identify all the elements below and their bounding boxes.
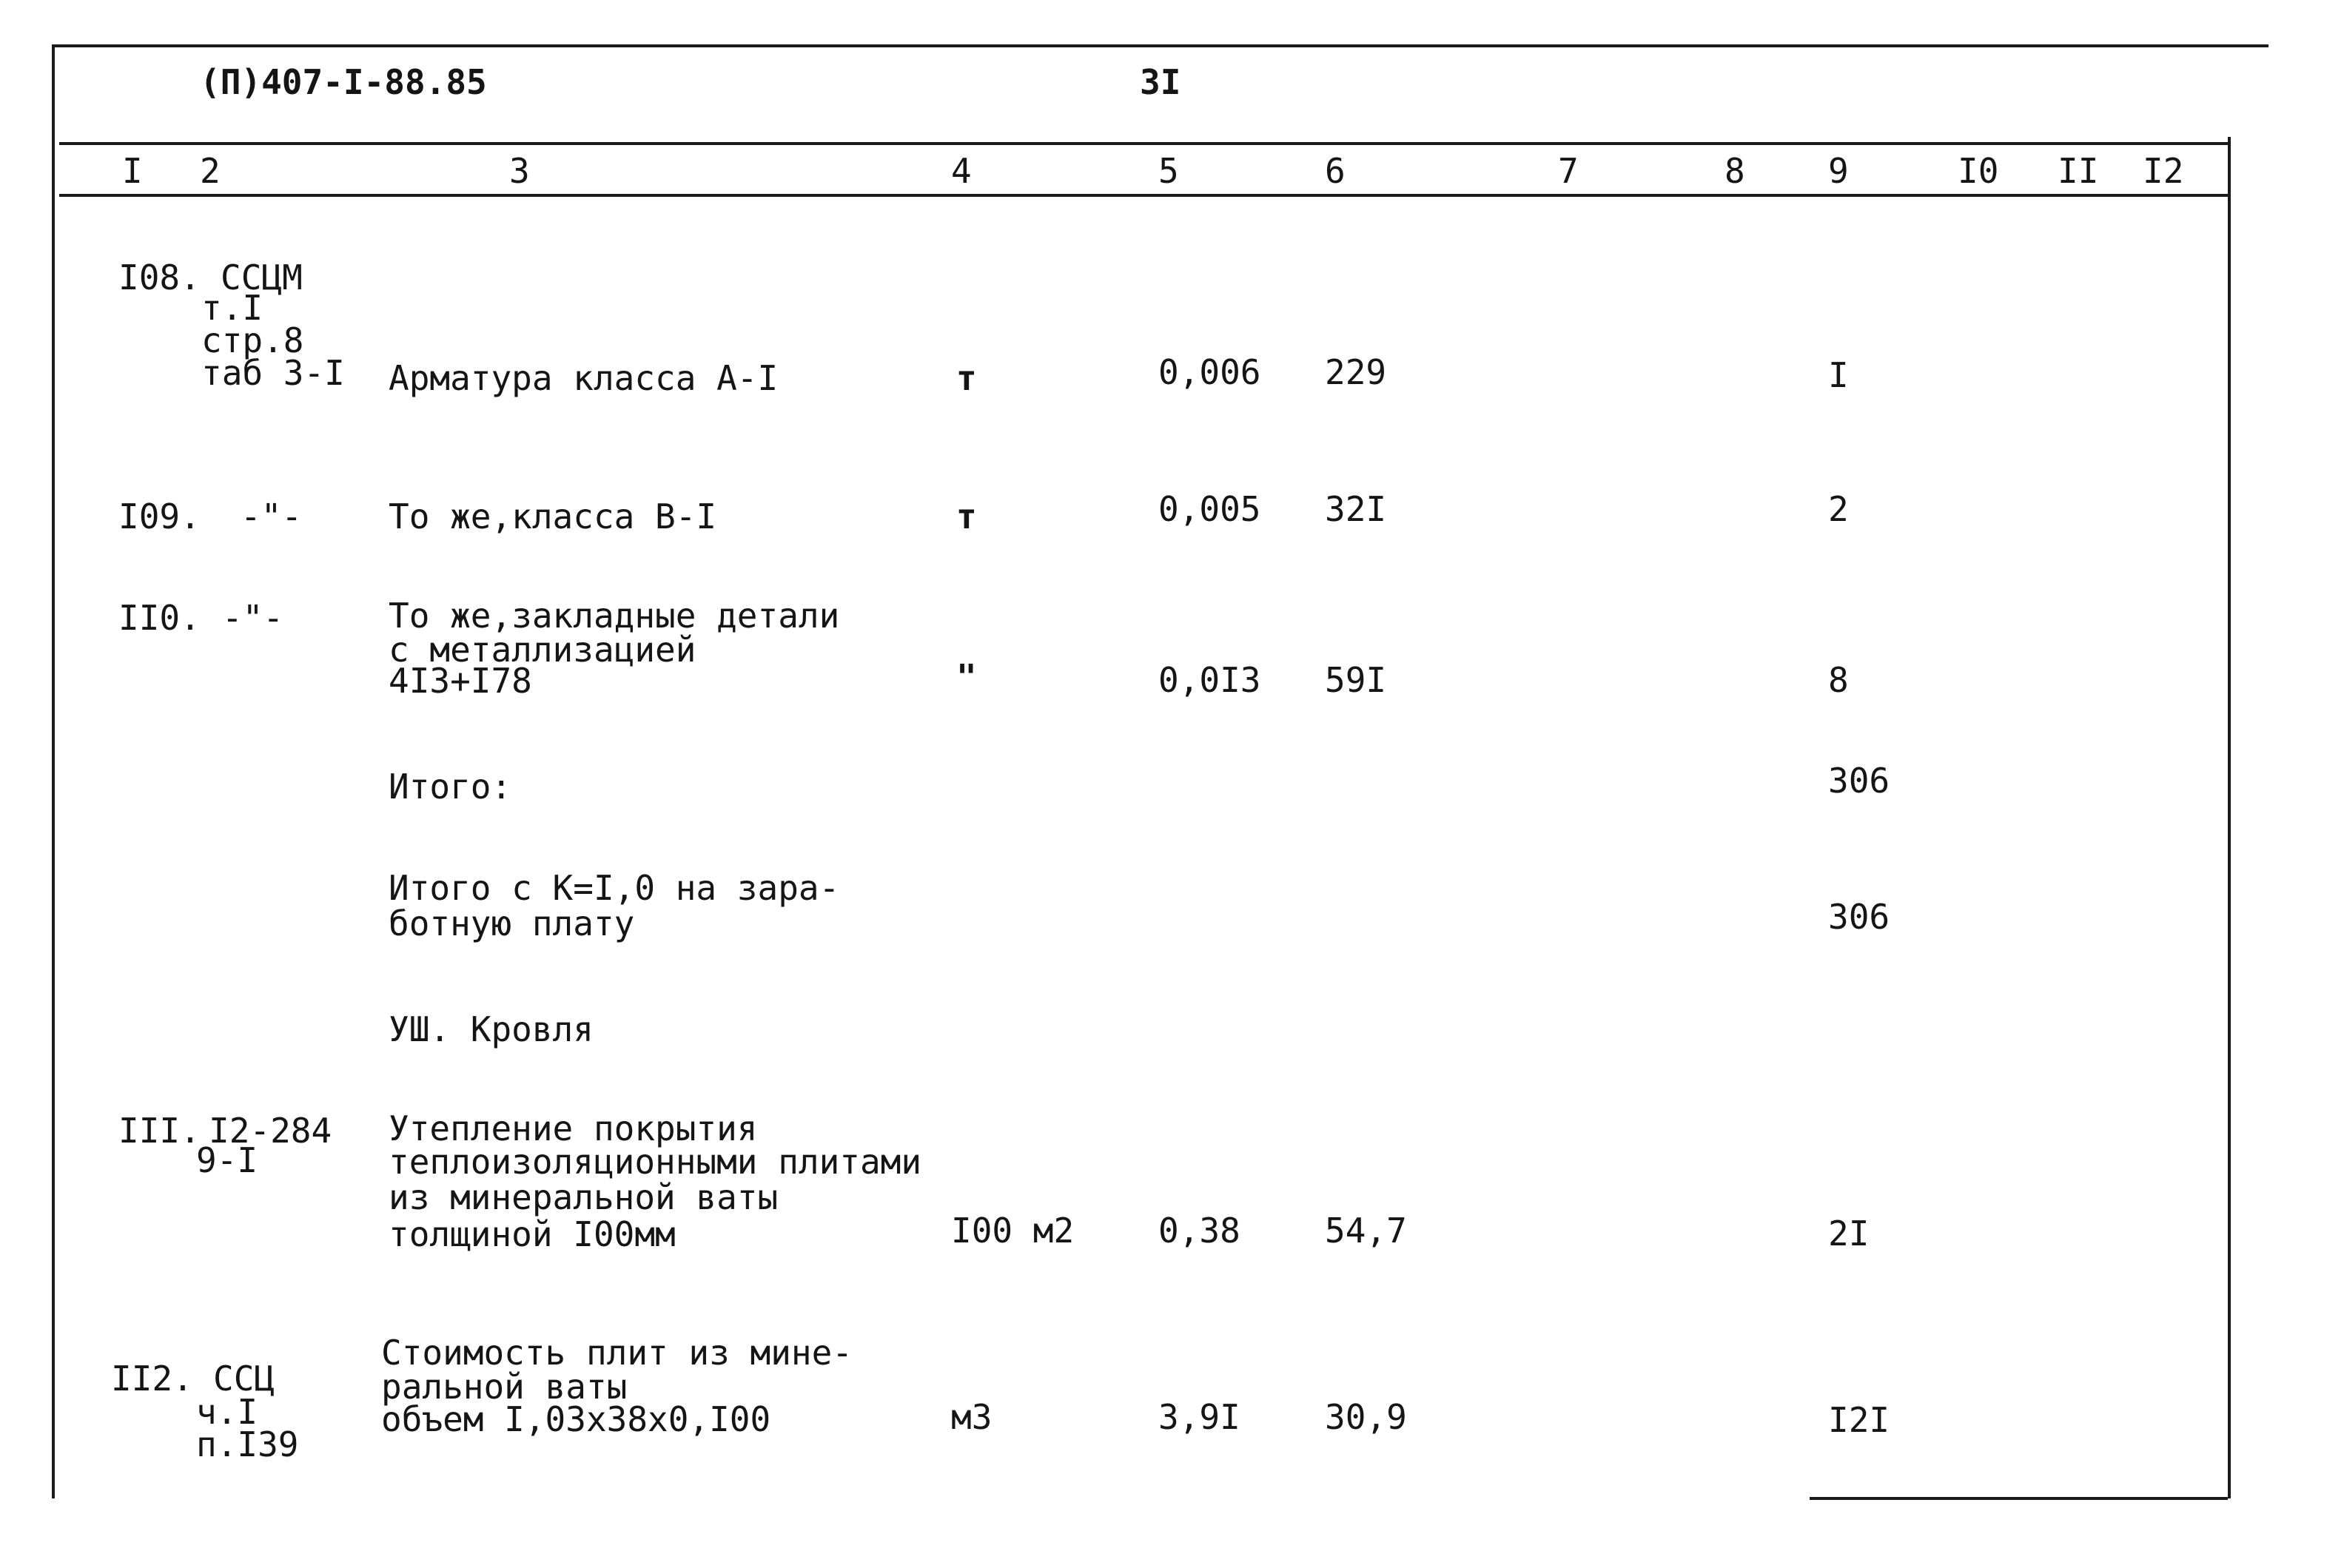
row-number: I08. [118, 258, 201, 297]
row-total: I2I [1828, 1400, 1890, 1440]
column-header-9: 9 [1828, 151, 1849, 191]
row-description: толщиной I00мм [389, 1214, 676, 1254]
column-header-3: 3 [509, 151, 530, 191]
column-header-5: 5 [1158, 151, 1179, 191]
row-description: Стоимость плит из мине- [381, 1333, 853, 1373]
row-total: 306 [1828, 897, 1890, 937]
right-border-line [2228, 137, 2231, 1498]
document-number: (П)407-I-88.85 [200, 62, 487, 102]
row-description: объем I,03х38х0,I00 [381, 1399, 771, 1439]
row-reference: I2-284 [209, 1111, 332, 1151]
row-description: Арматура класса А-I [389, 358, 779, 398]
row-unit-price: 59I [1325, 660, 1387, 700]
row-reference: таб 3-I [201, 353, 345, 393]
row-reference: п.I39 [196, 1424, 299, 1464]
row-total: 306 [1828, 761, 1890, 801]
column-header-2: 2 [200, 151, 221, 191]
total-with-coefficient-label: ботную плату [389, 904, 635, 943]
row-description: 4I3+I78 [389, 661, 532, 701]
row-number: II0. [118, 598, 201, 638]
page-number: 3I [1140, 62, 1181, 102]
row-quantity: 0,38 [1158, 1211, 1240, 1251]
row-reference: стр.8 [201, 320, 304, 360]
row-reference: 9-I [196, 1140, 258, 1180]
subtotal-label: Итого: [389, 767, 512, 807]
column-header-7: 7 [1558, 151, 1579, 191]
row-unit-price: 32I [1325, 489, 1387, 529]
row-unit: т [956, 497, 977, 536]
row-total: 8 [1828, 660, 1849, 700]
row-reference: ССЦ [213, 1359, 275, 1399]
row-unit-price: 229 [1325, 352, 1387, 392]
column-header-8: 8 [1725, 151, 1745, 191]
top-border-line [52, 44, 2269, 47]
row-quantity: 3,9I [1158, 1397, 1240, 1437]
column-header-bottom-line [59, 194, 2228, 197]
row-total: I [1828, 355, 1849, 395]
row-quantity: 0,005 [1158, 489, 1261, 529]
row-description: ральной ваты [381, 1367, 628, 1407]
row-quantity: 0,0I3 [1158, 660, 1261, 700]
row-reference: -"- [241, 497, 303, 536]
column-header-4: 4 [951, 151, 972, 191]
row-number: II2. [111, 1359, 193, 1399]
bottom-total-line [1810, 1497, 2228, 1500]
row-unit: м3 [951, 1397, 993, 1437]
row-description: из минеральной ваты [389, 1177, 779, 1217]
row-quantity: 0,006 [1158, 352, 1261, 392]
column-header-10: I0 [1958, 151, 1999, 191]
row-description: То же,закладные детали [389, 596, 840, 636]
row-reference: ч.I [196, 1392, 258, 1432]
left-border-line [52, 44, 55, 1498]
row-number: I09. [118, 497, 201, 536]
total-with-coefficient-label: Итого с К=I,0 на зара- [389, 868, 840, 908]
row-total: 2 [1828, 489, 1849, 529]
row-reference: -"- [222, 598, 284, 638]
row-description: Утепление покрытия [389, 1108, 758, 1148]
row-unit-price: 54,7 [1325, 1211, 1407, 1251]
row-reference: т.I [201, 288, 263, 328]
row-description: теплоизоляционными плитами [389, 1142, 922, 1182]
column-header-12: I2 [2143, 151, 2184, 191]
row-unit-price: 30,9 [1325, 1397, 1407, 1437]
row-unit: т [956, 358, 977, 398]
row-description: То же,класса В-I [389, 497, 717, 536]
section-heading: УШ. Кровля [389, 1009, 594, 1049]
column-header-6: 6 [1325, 151, 1346, 191]
row-unit: I00 м2 [951, 1211, 1075, 1251]
row-total: 2I [1828, 1214, 1870, 1254]
column-header-11: II [2058, 151, 2099, 191]
column-header-top-line [59, 142, 2228, 145]
row-reference: ССЦМ [221, 258, 303, 297]
row-description: с металлизацией [389, 630, 696, 670]
row-unit: " [956, 657, 977, 697]
column-header-1: I [122, 151, 143, 191]
row-number: III. [118, 1111, 201, 1151]
